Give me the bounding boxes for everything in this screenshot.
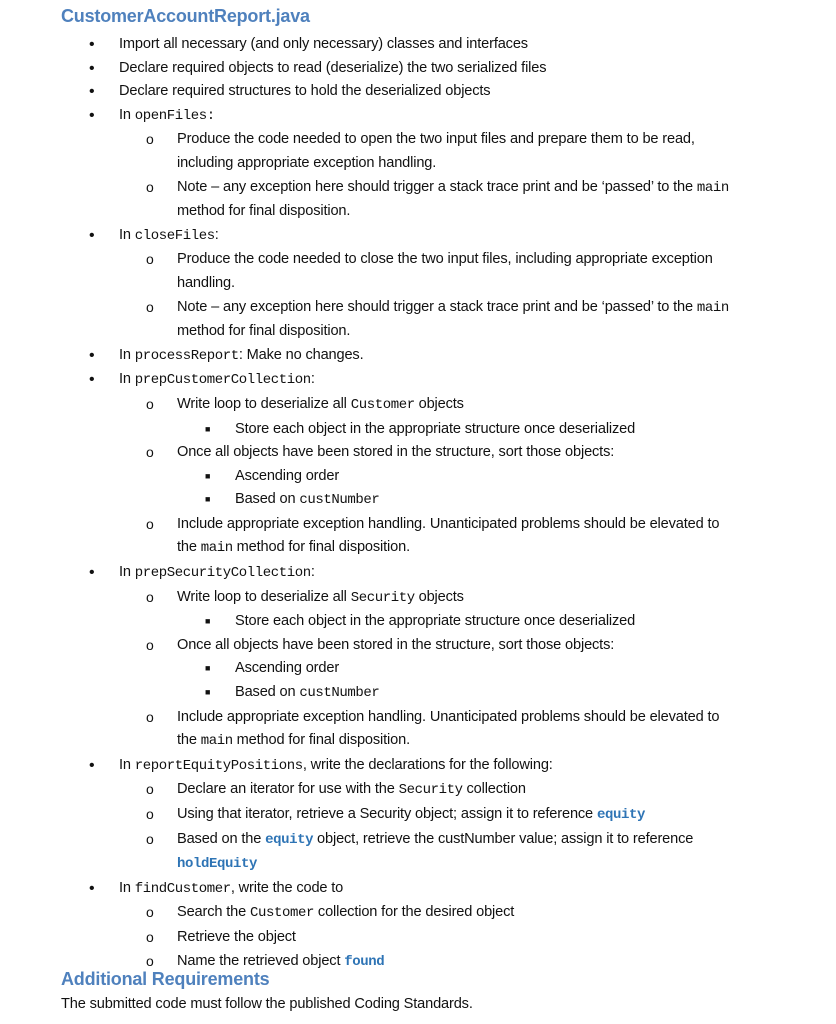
- item-text: Using that iterator, retrieve a Security object; assign it to reference: [177, 806, 597, 822]
- item-text: the: [177, 732, 201, 749]
- list-item-level-3: [0, 418, 836, 442]
- item-text: Retrieve the object: [177, 928, 296, 945]
- circle-bullet-icon: o: [146, 251, 154, 268]
- code-identifier: reportEquityPositions: [134, 757, 303, 774]
- highlighted-identifier: holdEquity: [177, 856, 258, 873]
- list-item-level-1: [0, 877, 836, 902]
- circle-bullet-icon: o: [146, 904, 154, 921]
- item-text: :: [310, 371, 315, 388]
- circle-bullet-icon: o: [146, 708, 154, 725]
- item-text: method for final disposition.: [177, 203, 351, 220]
- item-text: In: [119, 564, 135, 581]
- item-text: Include appropriate exception handling. Unanticipated problems should be elevated to: [177, 708, 720, 725]
- item-text: : Make no changes.: [238, 346, 364, 363]
- square-bullet-icon: ■: [205, 470, 211, 481]
- code-identifier: main: [200, 540, 233, 557]
- code-identifier: findCustomer: [134, 880, 231, 897]
- item-text: In: [119, 226, 135, 243]
- item-text: objects: [414, 395, 464, 412]
- circle-bullet-icon: o: [146, 395, 154, 412]
- bullet-icon: •: [89, 346, 95, 364]
- item-text: Based on the: [177, 830, 266, 847]
- list-item-level-3: [0, 610, 836, 634]
- code-identifier: custNumber: [299, 492, 380, 509]
- list-item-level-2: [0, 296, 836, 344]
- list-item-level-2: [0, 778, 836, 803]
- item-text: In: [119, 879, 135, 896]
- item-text: Declare required objects to read (deserialize) the two serialized files: [119, 59, 547, 76]
- list-item-level-2: [0, 393, 836, 418]
- code-identifier: processReport: [134, 347, 239, 364]
- bullet-icon: •: [89, 879, 95, 897]
- item-text: Produce the code needed to close the two input files, including appropriate exception: [177, 251, 713, 268]
- item-text: , write the declarations for the following:: [302, 756, 553, 773]
- list-item-level-2: [0, 634, 836, 658]
- code-identifier: closeFiles: [134, 227, 215, 244]
- bullet-icon: •: [89, 106, 95, 124]
- circle-bullet-icon: o: [146, 515, 154, 532]
- item-text: , write the code to: [230, 879, 344, 896]
- square-bullet-icon: ■: [205, 494, 211, 505]
- list-item-level-2: [0, 441, 836, 465]
- item-text: including appropriate exception handling.: [177, 154, 437, 171]
- circle-bullet-icon: o: [146, 636, 154, 653]
- item-text: Include appropriate exception handling. Unanticipated problems should be elevated to: [177, 515, 720, 532]
- list-item-level-2: [0, 176, 836, 224]
- code-identifier: main: [696, 299, 729, 316]
- item-text: Ascending order: [235, 467, 340, 484]
- list-item-level-1: [0, 344, 836, 369]
- circle-bullet-icon: o: [146, 178, 154, 195]
- code-identifier: prepSecurityCollection: [134, 565, 311, 582]
- list-item-level-2: [0, 513, 836, 561]
- item-text: In: [119, 106, 135, 123]
- bullet-icon: •: [89, 564, 95, 582]
- list-item-level-3: [0, 681, 836, 706]
- list-item-level-1: [0, 368, 836, 393]
- item-text: Once all objects have been stored in the structure, sort those objects:: [177, 444, 615, 461]
- circle-bullet-icon: o: [146, 781, 154, 798]
- square-bullet-icon: ■: [205, 687, 211, 698]
- item-text: Ascending order: [235, 660, 340, 677]
- circle-bullet-icon: o: [146, 131, 154, 148]
- item-text: method for final disposition.: [177, 323, 351, 340]
- item-text: Store each object in the appropriate structure once deserialized: [235, 420, 636, 437]
- item-text: objects: [414, 588, 464, 605]
- list-item-level-2: [0, 926, 836, 950]
- circle-bullet-icon: o: [146, 588, 154, 605]
- additional-requirements-text: The submitted code must follow the published Coding Standards.: [61, 996, 473, 1012]
- item-text: Write loop to deserialize all: [177, 395, 351, 412]
- list-item-level-1: [0, 561, 836, 586]
- item-text: Produce the code needed to open the two input files and prepare them to be read,: [177, 131, 695, 148]
- code-identifier: prepCustomerCollection: [134, 372, 311, 389]
- list-item-level-2: [0, 248, 836, 295]
- circle-bullet-icon: o: [146, 444, 154, 461]
- code-identifier: main: [696, 179, 729, 196]
- list-item-level-2: [0, 803, 836, 828]
- item-text: In: [119, 756, 135, 773]
- code-identifier: main: [200, 733, 233, 750]
- code-identifier: Security: [398, 782, 463, 799]
- list-item-level-1: [0, 754, 836, 779]
- item-text: Based on: [235, 491, 300, 508]
- list-item-level-3: [0, 488, 836, 513]
- list-item-level-1: [0, 224, 836, 249]
- item-text: Note – any exception here should trigger a stack trace print and be ‘passed’ to the: [177, 298, 697, 315]
- circle-bullet-icon: o: [146, 952, 154, 969]
- item-text: Note – any exception here should trigger a stack trace print and be ‘passed’ to the: [177, 178, 697, 195]
- item-text: Import all necessary (and only necessary) classes and interfaces: [119, 36, 528, 52]
- list-item-level-2: [0, 706, 836, 754]
- circle-bullet-icon: o: [146, 298, 154, 315]
- bullet-icon: •: [89, 371, 95, 389]
- item-text: the: [177, 539, 201, 556]
- document-heading: CustomerAccountReport.java: [61, 6, 310, 26]
- list-item-level-2: [0, 901, 836, 926]
- list-item-level-3: [0, 657, 836, 681]
- item-text: Declare an iterator for use with the: [177, 781, 399, 798]
- code-identifier: Customer: [350, 396, 415, 413]
- list-item-level-2: [0, 586, 836, 611]
- circle-bullet-icon: o: [146, 806, 154, 822]
- circle-bullet-icon: o: [146, 928, 154, 945]
- bullet-icon: •: [89, 756, 95, 774]
- list-item-level-1: [0, 104, 836, 129]
- item-text: method for final disposition.: [232, 732, 410, 749]
- list-item-level-1: [0, 33, 836, 57]
- bullet-icon: •: [89, 36, 95, 53]
- list-item-level-2: [0, 128, 836, 175]
- section-heading-additional-requirements: Additional Requirements: [61, 969, 270, 989]
- item-text: object, retrieve the custNumber value; assign it to reference: [313, 830, 694, 847]
- highlighted-identifier: equity: [265, 831, 314, 848]
- item-text: Declare required structures to hold the deserialized objects: [119, 83, 491, 100]
- square-bullet-icon: ■: [205, 616, 211, 627]
- code-identifier: openFiles:: [134, 107, 215, 124]
- item-text: Store each object in the appropriate structure once deserialized: [235, 613, 636, 630]
- code-identifier: Security: [350, 589, 415, 606]
- item-text: Search the: [177, 904, 250, 921]
- highlighted-identifier: equity: [596, 807, 645, 823]
- requirements-list: [0, 33, 836, 974]
- item-text: collection: [462, 781, 526, 798]
- item-text: collection for the desired object: [314, 904, 515, 921]
- bullet-icon: •: [89, 226, 95, 244]
- list-item-level-2: [0, 828, 836, 877]
- bullet-icon: •: [89, 59, 95, 77]
- highlighted-identifier: found: [344, 953, 385, 970]
- item-text: Name the retrieved object: [177, 952, 345, 969]
- square-bullet-icon: ■: [205, 663, 211, 674]
- item-text: In: [119, 346, 135, 363]
- item-text: Once all objects have been stored in the structure, sort those objects:: [177, 636, 615, 653]
- list-item-level-3: [0, 465, 836, 489]
- item-text: In: [119, 371, 135, 388]
- square-bullet-icon: ■: [205, 423, 211, 434]
- circle-bullet-icon: o: [146, 830, 154, 847]
- list-item-level-1: [0, 80, 836, 104]
- item-text: :: [214, 226, 219, 243]
- item-text: handling.: [177, 274, 235, 291]
- bullet-icon: •: [89, 83, 95, 101]
- code-identifier: custNumber: [299, 685, 380, 702]
- item-text: :: [310, 564, 315, 581]
- item-text: Based on: [235, 684, 300, 701]
- item-text: Write loop to deserialize all: [177, 588, 351, 605]
- code-identifier: Customer: [250, 905, 315, 922]
- list-item-level-1: [0, 57, 836, 81]
- item-text: method for final disposition.: [232, 539, 410, 556]
